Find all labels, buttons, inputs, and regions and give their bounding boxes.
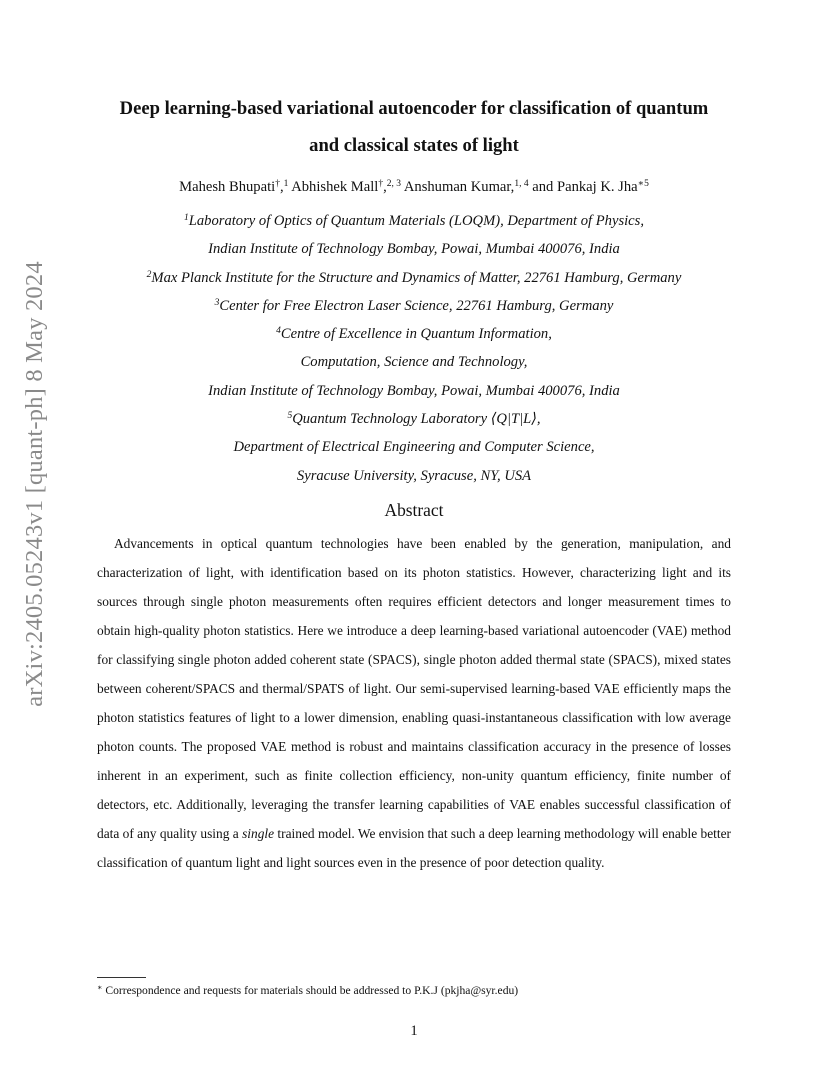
affiliation-text: Department of Electrical Engineering and Computer Science, (233, 439, 595, 456)
abstract-text-part-2: trained model. We envision that such a deep learning methodology will enable better classification of quantum light and light sources even in the presence of poor detection quality. (97, 826, 731, 870)
page-number: 1 (410, 1023, 418, 1039)
affiliation-text: Syracuse University, Syracuse, NY, USA (296, 467, 532, 484)
arxiv-watermark (21, 261, 49, 707)
affiliation-text: Indian Institute of Technology Bombay, Powai, Mumbai 400076, India (208, 382, 620, 399)
author-2-sep: , (383, 179, 387, 195)
footnote-marker: ∗ (97, 983, 103, 992)
author-1-sep: , (279, 179, 284, 195)
affiliation-line (88, 377, 740, 405)
footnote-divider (97, 977, 146, 978)
paper-title (88, 90, 740, 164)
arxiv-id: arXiv:2405.05243v1 [quant-ph] 8 May 2024 (21, 261, 48, 707)
author-4-affil: ∗5 (637, 179, 649, 189)
title-line-1: Deep learning-based variational autoencoder for classification of quantum (119, 98, 709, 119)
author-2-affil: 2, 3 (386, 179, 402, 189)
author-4-name: Pankaj K. Jha (556, 179, 638, 195)
affiliation-text: Computation, Science and Technology, (300, 354, 528, 371)
abstract-emphasis: single (242, 826, 275, 841)
affiliation-text: Laboratory of Optics of Quantum Materials (LOQM), Department of Physics, (188, 213, 644, 229)
affiliation-marker: 5 (287, 411, 293, 422)
abstract-text-part-1: Advancements in optical quantum technologies have been enabled by the generation, manipulation, and characterization of light, with identification based on its photon statistics. However, characterizing light and its sources through single photon measurements often requires efficient detectors and longer measurement times to obtain high-quality photon statistics. Here we introduce a deep learning-based variational autoencoder (VAE) method for classifying single photon added coherent state (SPACS), single photon added thermal state (SPACS), mixed states between coherent/SPACS and thermal/SPATS of light. Our semi-supervised learning-based VAE efficiently maps the photon statistics features of light to a lower dimension, enabling quasi-instantaneous classification with low average photon counts. The proposed VAE method is robust and maintains classification accuracy in the presence of losses inherent in an experiment, such as finite collection efficiency, non-unity quantum efficiency, finite number of detectors, etc. Additionally, leveraging the transfer learning capabilities of VAE enables successful classification of data of any quality using a (97, 536, 731, 841)
author-list (88, 177, 740, 197)
affiliation-line (88, 264, 740, 292)
affiliation-marker: 3 (214, 297, 220, 308)
affiliation-line (88, 433, 740, 461)
affiliation-line (88, 348, 740, 376)
affiliation-text: Indian Institute of Technology Bombay, Powai, Mumbai 400076, India (208, 241, 620, 258)
affiliation-marker: 1 (184, 213, 189, 223)
affiliation-marker: 4 (276, 326, 281, 337)
author-2-name: Abhishek Mall (291, 179, 379, 195)
affiliation-marker: 2 (146, 269, 152, 280)
affiliation-text: Quantum Technology Laboratory ⟨Q|T|L⟩, (292, 411, 541, 428)
affiliation-text: Max Planck Institute for the Structure and Dynamics of Matter, 22761 Hamburg, Germany (151, 269, 682, 286)
author-3-affil: 1, 4 (514, 179, 529, 189)
author-1-mark: † (275, 179, 280, 189)
author-2-mark: † (378, 179, 384, 189)
affiliation-line (88, 235, 740, 263)
affiliation-line (88, 462, 740, 490)
abstract-heading: Abstract (384, 500, 444, 520)
abstract-body (97, 529, 731, 877)
affiliation-text: Center for Free Electron Laser Science, 22761 Hamburg, Germany (219, 297, 614, 314)
footnote-text: Correspondence and requests for materials should be addressed to P.K.J (pkjha@syr.edu) (102, 984, 519, 997)
footnote (97, 983, 518, 999)
affiliation-line (88, 292, 740, 320)
title-line-2: and classical states of light (309, 135, 519, 156)
author-3-name: Anshuman Kumar, (403, 179, 515, 195)
author-3-join: and (528, 179, 557, 195)
author-1-affil: 1 (283, 179, 289, 189)
affiliation-list (88, 207, 740, 490)
author-1-name: Mahesh Bhupati (179, 179, 276, 195)
affiliation-line (88, 405, 740, 433)
affiliation-line (88, 207, 740, 235)
affiliation-text: Centre of Excellence in Quantum Information, (280, 326, 552, 343)
affiliation-line (88, 320, 740, 348)
